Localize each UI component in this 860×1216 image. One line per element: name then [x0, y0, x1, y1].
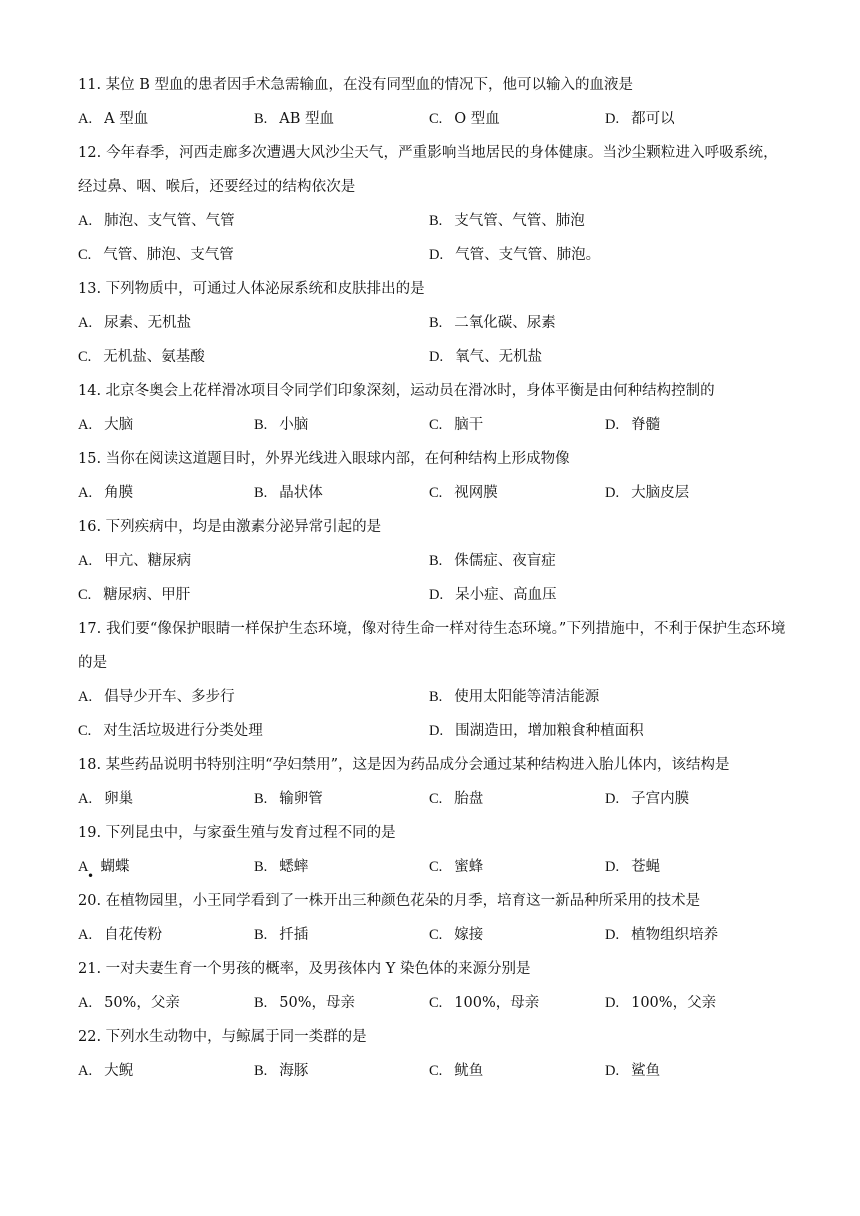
option-a: A. 大脑: [78, 417, 134, 433]
option-row: [78, 102, 788, 136]
option-row: [78, 918, 788, 952]
question-stem: 19. 下列昆虫中，与家蚕生殖与发育过程不同的是: [78, 825, 396, 841]
question-18: [78, 748, 788, 816]
question-stem: 13. 下列物质中，可通过人体泌尿系统和皮肤排出的是: [78, 281, 425, 297]
question-stem: 15. 当你在阅读这道题目时，外界光线进入眼球内部，在何种结构上形成物像: [78, 451, 570, 467]
option-a: A. 50%，父亲: [78, 995, 180, 1011]
option-row: [78, 544, 788, 578]
option-row: [78, 476, 788, 510]
option-c: C. 对生活垃圾进行分类处理: [78, 723, 263, 739]
option-row: [78, 340, 788, 374]
option-b: B. 50%，母亲: [254, 995, 356, 1011]
option-a: A. 自花传粉: [78, 927, 163, 943]
option-d: D. 氧气、无机盐: [429, 349, 543, 365]
question-20: [78, 884, 788, 952]
question-stem: 12. 今年春季，河西走廊多次遭遇大风沙尘天气，严重影响当地居民的身体健康。当沙尘颗粒进入呼吸系统，经过鼻、咽、喉后，还要经过的结构依次是: [78, 145, 778, 195]
option-a: A. 倡导少开车、多步行: [78, 689, 235, 705]
option-row: [78, 680, 788, 714]
question-16: [78, 510, 788, 612]
option-b: B. 小脑: [254, 417, 309, 433]
option-a: A. 角膜: [78, 485, 134, 501]
option-c: C. 蜜蜂: [429, 859, 484, 875]
option-b: B. 扦插: [254, 927, 309, 943]
option-b: B. 二氧化碳、尿素: [429, 315, 556, 331]
option-b: B. 侏儒症、夜盲症: [429, 553, 556, 569]
option-c: C. 100%，母亲: [429, 995, 540, 1011]
stray-dot: •: [87, 869, 95, 883]
option-row: [78, 986, 788, 1020]
question-11: [78, 68, 788, 136]
option-row: [78, 408, 788, 442]
option-d: D. 鲨鱼: [605, 1063, 661, 1079]
option-row: [78, 204, 788, 238]
question-13: [78, 272, 788, 374]
option-a: A. A 型血: [78, 111, 149, 127]
option-b: B. 输卵管: [254, 791, 323, 807]
option-c: C. 嫁接: [429, 927, 484, 943]
option-c: C. 视网膜: [429, 485, 498, 501]
question-22: [78, 1020, 788, 1088]
option-d: D. 100%，父亲: [605, 995, 717, 1011]
option-row: [78, 1054, 788, 1088]
option-a: A 蝴蝶 •: [78, 859, 130, 883]
question-stem: 21. 一对夫妻生育一个男孩的概率，及男孩体内 Y 染色体的来源分别是: [78, 961, 531, 977]
option-d: D. 苍蝇: [605, 859, 661, 875]
option-d: D. 都可以: [605, 111, 675, 127]
option-a: A. 肺泡、支气管、气管: [78, 213, 235, 229]
option-row: [78, 782, 788, 816]
option-row: [78, 850, 788, 884]
question-stem: 20. 在植物园里，小王同学看到了一株开出三种颜色花朵的月季，培育这一新品种所采用的技术是: [78, 893, 701, 909]
option-c: C. 气管、肺泡、支气管: [78, 247, 234, 263]
question-14: [78, 374, 788, 442]
option-d: D. 大脑皮层: [605, 485, 690, 501]
option-b: B. AB 型血: [254, 111, 335, 127]
option-b: B. 海豚: [254, 1063, 309, 1079]
option-a: A. 大鲵: [78, 1063, 134, 1079]
option-b: B. 使用太阳能等清洁能源: [429, 689, 600, 705]
option-c: C. O 型血: [429, 111, 500, 127]
option-c: C. 鱿鱼: [429, 1063, 484, 1079]
question-19: [78, 816, 788, 884]
question-stem: 22. 下列水生动物中，与鲸属于同一类群的是: [78, 1029, 367, 1045]
option-b: B. 蟋蟀: [254, 859, 309, 875]
question-stem: 16. 下列疾病中，均是由激素分泌异常引起的是: [78, 519, 382, 535]
option-row: [78, 238, 788, 272]
option-c: C. 糖尿病、甲肝: [78, 587, 191, 603]
question-12: [78, 136, 788, 272]
option-b: B. 晶状体: [254, 485, 323, 501]
option-d: D. 子宫内膜: [605, 791, 690, 807]
question-21: [78, 952, 788, 1020]
option-c: C. 脑干: [429, 417, 484, 433]
option-d: D. 围湖造田，增加粮食种植面积: [429, 723, 644, 739]
question-stem: 18. 某些药品说明书特别注明“孕妇禁用”，这是因为药品成分会通过某种结构进入胎儿体内，该结构是: [78, 757, 730, 773]
option-row: [78, 714, 788, 748]
option-b: B. 支气管、气管、肺泡: [429, 213, 585, 229]
question-stem: 11. 某位 B 型血的患者因手术急需输血，在没有同型血的情况下，他可以输入的血液是: [78, 77, 634, 93]
option-d: D. 呆小症、高血压: [429, 587, 557, 603]
option-row: [78, 306, 788, 340]
question-stem: 14. 北京冬奥会上花样滑冰项目令同学们印象深刻，运动员在滑冰时，身体平衡是由何种结构控制的: [78, 383, 715, 399]
question-stem: 17. 我们要“像保护眼睛一样保护生态环境，像对待生命一样对待生态环境。”下列措施中，不利于保护生态环境的是: [78, 621, 786, 671]
question-list: [78, 68, 788, 1088]
option-a: A. 甲亢、糖尿病: [78, 553, 192, 569]
option-d: D. 脊髓: [605, 417, 661, 433]
option-d: D. 气管、支气管、肺泡。: [429, 247, 601, 263]
option-c: C. 胎盘: [429, 791, 484, 807]
option-c: C. 无机盐、氨基酸: [78, 349, 205, 365]
option-row: [78, 578, 788, 612]
option-a: A. 尿素、无机盐: [78, 315, 192, 331]
question-15: [78, 442, 788, 510]
option-a: A. 卵巢: [78, 791, 134, 807]
question-17: [78, 612, 788, 748]
option-d: D. 植物组织培养: [605, 927, 719, 943]
